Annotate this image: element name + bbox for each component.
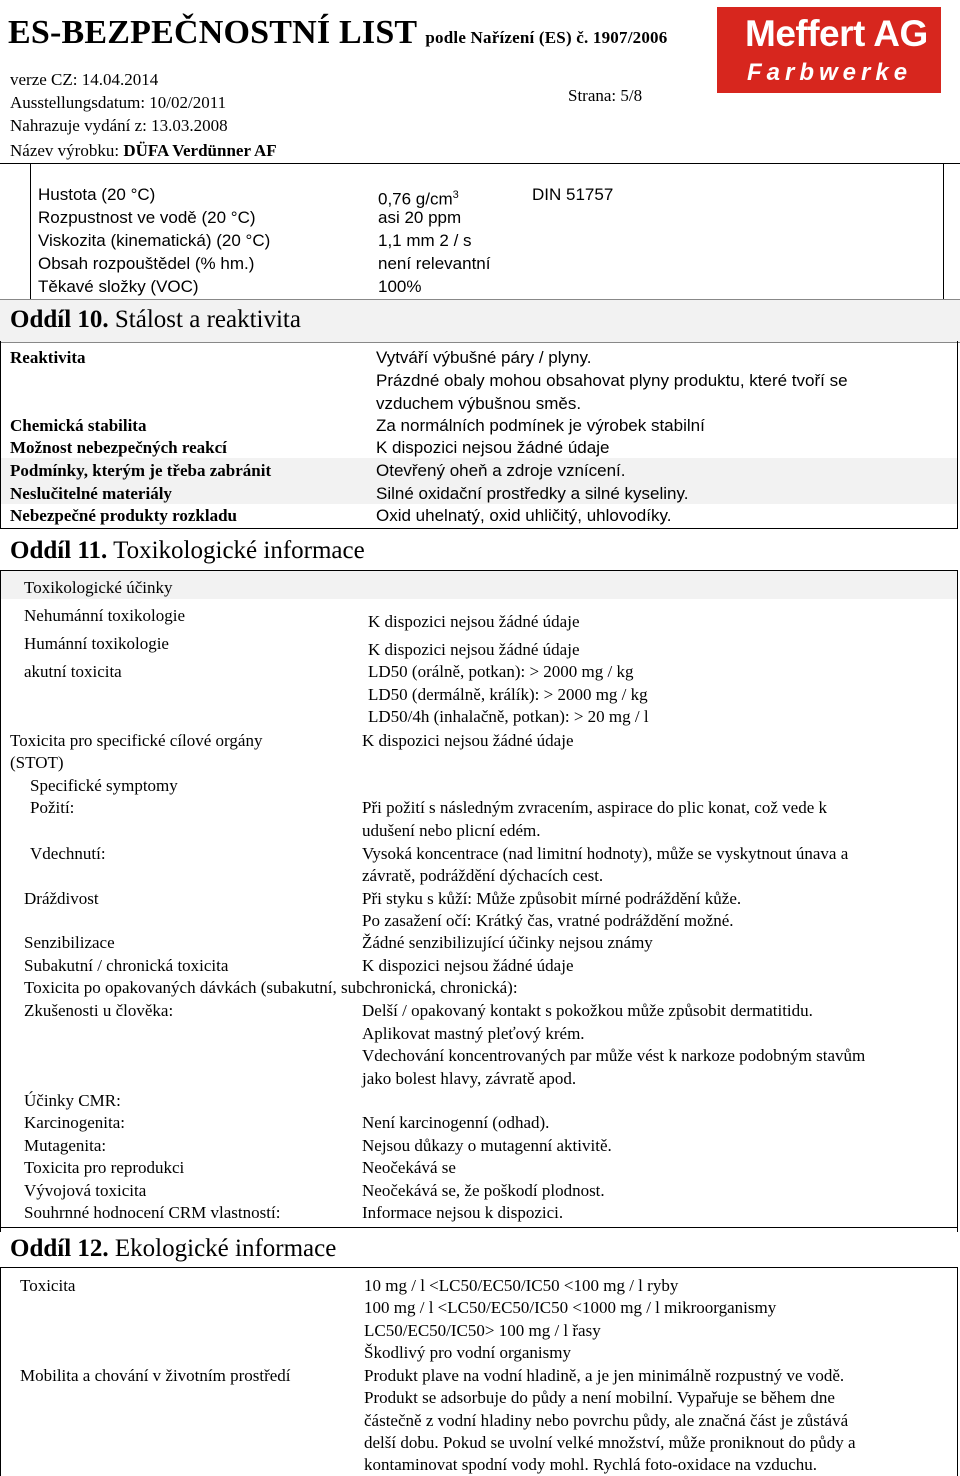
conditions-avoid-value: Otevřený oheň a zdroje vznícení. <box>376 461 626 480</box>
product-prefix: Název výrobku: <box>10 141 120 160</box>
product-name: DÜFA Verdünner AF <box>123 141 277 160</box>
eco-toxicity-line-3: LC50/EC50/IC50> 100 mg / l řasy <box>364 1321 601 1340</box>
density-value: 0,76 g/cm <box>378 189 453 209</box>
stability-value: Za normálních podmínek je výrobek stabilní <box>376 416 705 435</box>
stot-value: K dispozici nejsou žádné údaje <box>362 731 574 750</box>
prop-label-density: Hustota (20 °C) <box>38 185 156 204</box>
stot-label-2: (STOT) <box>10 753 64 772</box>
reactivity-line-1: Vytváří výbušné páry / plyny. <box>376 348 592 367</box>
prop-label-voc: Těkavé složky (VOC) <box>38 277 199 296</box>
props-left-border <box>30 163 31 299</box>
cmr-row-value-4: Neočekává se, že poškodí plodnost. <box>362 1181 605 1200</box>
mobility-label: Mobilita a chování v životním prostředí <box>20 1366 291 1385</box>
cmr-row-value-3: Neočekává se <box>362 1158 456 1177</box>
inhalation-line-2: závratě, podráždění dýchacích cest. <box>362 866 604 885</box>
ingestion-line-1: Při požití s následným zvracením, aspirace do plic konat, což vede k <box>362 798 827 817</box>
prop-extra-density: DIN 51757 <box>532 185 614 204</box>
symptoms-label: Specifické symptomy <box>30 776 178 795</box>
acute-label: akutní toxicita <box>24 662 122 681</box>
conditions-avoid-label: Podmínky, kterým je třeba zabránit <box>10 461 272 480</box>
eco-toxicity-line-4: Škodlivý pro vodní organismy <box>364 1343 571 1362</box>
stability-label: Chemická stabilita <box>10 416 147 435</box>
ingestion-label: Požití: <box>30 798 75 817</box>
mobility-line-4: delší dobu. Pokud se uvolní velké množství, může proniknout do půdy a <box>364 1433 856 1452</box>
replaces-line: Nahrazuje vydání z: 13.03.2008 <box>10 116 228 135</box>
experience-label: Zkušenosti u člověka: <box>24 1001 174 1020</box>
effects-label: Toxikologické účinky <box>24 578 173 597</box>
cmr-row-label-4: Vývojová toxicita <box>24 1181 147 1200</box>
section-11-bottom <box>0 1227 958 1228</box>
cmr-label: Účinky CMR: <box>24 1091 121 1110</box>
reactivity-label: Reaktivita <box>10 348 86 367</box>
section-10-number: Oddíl 10. <box>10 306 109 333</box>
section-11-left-border <box>0 570 1 1232</box>
section-10-bottom <box>0 528 958 529</box>
issue-date-line: Ausstellungsdatum: 10/02/2011 <box>10 93 227 112</box>
props-right-border <box>943 163 944 299</box>
prop-value-voc: 100% <box>378 277 422 296</box>
section-12-right-border <box>957 1267 958 1476</box>
cmr-row-value-2: Nejsou důkazy o mutagenní aktivitě. <box>362 1136 612 1155</box>
decomposition-value: Oxid uhelnatý, oxid uhličitý, uhlovodíky. <box>376 506 672 525</box>
section-10-right-border <box>957 341 958 528</box>
prop-value-solubility: asi 20 ppm <box>378 208 462 227</box>
subacute-value: K dispozici nejsou žádné údaje <box>362 956 574 975</box>
section-12-name: Ekologické informace <box>114 1235 337 1262</box>
section-12-left-border <box>0 1267 1 1476</box>
eco-toxicity-label: Toxicita <box>20 1276 76 1295</box>
prop-label-solubility: Rozpustnost ve vodě (20 °C) <box>38 208 256 227</box>
inhalation-label: Vdechnutí: <box>30 844 106 863</box>
mobility-line-5: kontaminovat spodní vody mohl. Rychlá foto-oxidace na vzduchu. <box>364 1455 818 1474</box>
experience-line-2: Aplikovat mastný pleťový krém. <box>362 1024 585 1043</box>
regulation-text: podle Nařízení (ES) č. 1907/2006 <box>425 28 668 47</box>
incompatible-label: Neslučitelné materiály <box>10 484 172 503</box>
human-label: Humánní toxikologie <box>24 634 169 653</box>
cmr-row-label-1: Karcinogenita: <box>24 1113 126 1132</box>
cmr-row-label-3: Toxicita pro reprodukci <box>24 1158 185 1177</box>
prop-value-solvent: není relevantní <box>378 254 491 273</box>
header-divider <box>0 163 960 164</box>
experience-line-1: Delší / opakovaný kontakt s pokožkou může způsobit dermatitidu. <box>362 1001 813 1020</box>
subacute-label: Subakutní / chronická toxicita <box>24 956 229 975</box>
ingestion-line-2: udušení nebo plicní edém. <box>362 821 541 840</box>
prop-label-solvent: Obsah rozpouštědel (% hm.) <box>38 254 255 273</box>
section-10-name: Stálost a reaktivita <box>114 306 301 333</box>
prop-value-density <box>378 185 459 210</box>
eco-toxicity-line-1: 10 mg / l <LC50/EC50/IC50 <100 mg / l ryby <box>364 1276 679 1295</box>
repeated-dose-label: Toxicita po opakovaných dávkách (subakutní, subchronická, chronická): <box>24 978 518 997</box>
section-11-title <box>10 537 365 565</box>
inhalation-line-1: Vysoká koncentrace (nad limitní hodnoty), může se vyskytnout únava a <box>362 844 849 863</box>
section-12-header-line <box>0 1267 958 1268</box>
cmr-row-label-2: Mutagenita: <box>24 1136 107 1155</box>
nonhuman-label: Nehumánní toxikologie <box>24 606 186 625</box>
cmr-row-value-5: Informace nejsou k dispozici. <box>362 1203 564 1222</box>
hazardous-reactions-value: K dispozici nejsou žádné údaje <box>376 438 610 457</box>
mobility-line-1: Produkt plave na vodní hladině, a je jen minimálně rozpustný ve vodě. <box>364 1366 845 1385</box>
irritation-label: Dráždivost <box>24 889 99 908</box>
document-title <box>8 14 667 52</box>
experience-line-3: Vdechování koncentrovaných par může vést k narkoze podobným stavům <box>362 1046 866 1065</box>
human-value: K dispozici nejsou žádné údaje <box>368 640 580 659</box>
company-logo <box>717 7 941 93</box>
section-12-title <box>10 1235 336 1263</box>
cmr-row-value-1: Není karcinogenní (odhad). <box>362 1113 550 1132</box>
decomposition-label: Nebezpečné produkty rozkladu <box>10 506 238 525</box>
acute-value-1: LD50 (orálně, potkan): > 2000 mg / kg <box>368 662 634 681</box>
product-name-line <box>10 141 277 161</box>
mobility-line-2: Produkt se adsorbuje do půdy a není mobilní. Vypařuje se během dne <box>364 1388 835 1407</box>
experience-line-4: jako bolest hlavy, závratě apod. <box>362 1069 577 1088</box>
page-number: Strana: 5/8 <box>568 86 643 105</box>
title-text: ES-BEZPEČNOSTNÍ LIST <box>8 14 417 51</box>
cmr-row-label-5: Souhrnné hodnocení CRM vlastností: <box>24 1203 281 1222</box>
logo-line-2: Farbwerke <box>747 59 913 86</box>
prop-label-viscosity: Viskozita (kinematická) (20 °C) <box>38 231 271 250</box>
section-11-name: Toxikologické informace <box>113 537 365 564</box>
reactivity-line-3: vzduchem výbušnou směs. <box>376 394 582 413</box>
mobility-line-3: částečně z vodní hladiny nebo povrchu půdy, ale značná část je zůstává <box>364 1411 849 1430</box>
section-11-number: Oddíl 11. <box>10 537 108 564</box>
section-10-title <box>10 306 301 334</box>
irritation-line-2: Po zasažení očí: Krátký čas, vratné podráždění možné. <box>362 911 734 930</box>
prop-value-viscosity: 1,1 mm 2 / s <box>378 231 472 250</box>
density-sup: 3 <box>452 189 459 201</box>
hazardous-reactions-label: Možnost nebezpečných reakcí <box>10 438 227 457</box>
reactivity-line-2: Prázdné obaly mohou obsahovat plyny produktu, které tvoří se <box>376 371 848 390</box>
acute-value-2: LD50 (dermálně, králík): > 2000 mg / kg <box>368 685 648 704</box>
section-11-right-border <box>957 570 958 1232</box>
eco-toxicity-line-2: 100 mg / l <LC50/EC50/IC50 <1000 mg / l mikroorganismy <box>364 1298 777 1317</box>
logo-line-1: Meffert AG <box>745 13 928 54</box>
sensitisation-value: Žádné senzibilizující účinky nejsou známy <box>362 933 653 952</box>
irritation-line-1: Při styku s kůží: Může způsobit mírné podráždění kůže. <box>362 889 742 908</box>
acute-value-3: LD50/4h (inhalačně, potkan): > 20 mg / l <box>368 707 649 726</box>
stot-label-1: Toxicita pro specifické cílové orgány <box>10 731 263 750</box>
nonhuman-value: K dispozici nejsou žádné údaje <box>368 612 580 631</box>
incompatible-value: Silné oxidační prostředky a silné kyseliny. <box>376 484 689 503</box>
sensitisation-label: Senzibilizace <box>24 933 115 952</box>
section-12-number: Oddíl 12. <box>10 1235 109 1262</box>
version-line: verze CZ: 14.04.2014 <box>10 70 159 89</box>
